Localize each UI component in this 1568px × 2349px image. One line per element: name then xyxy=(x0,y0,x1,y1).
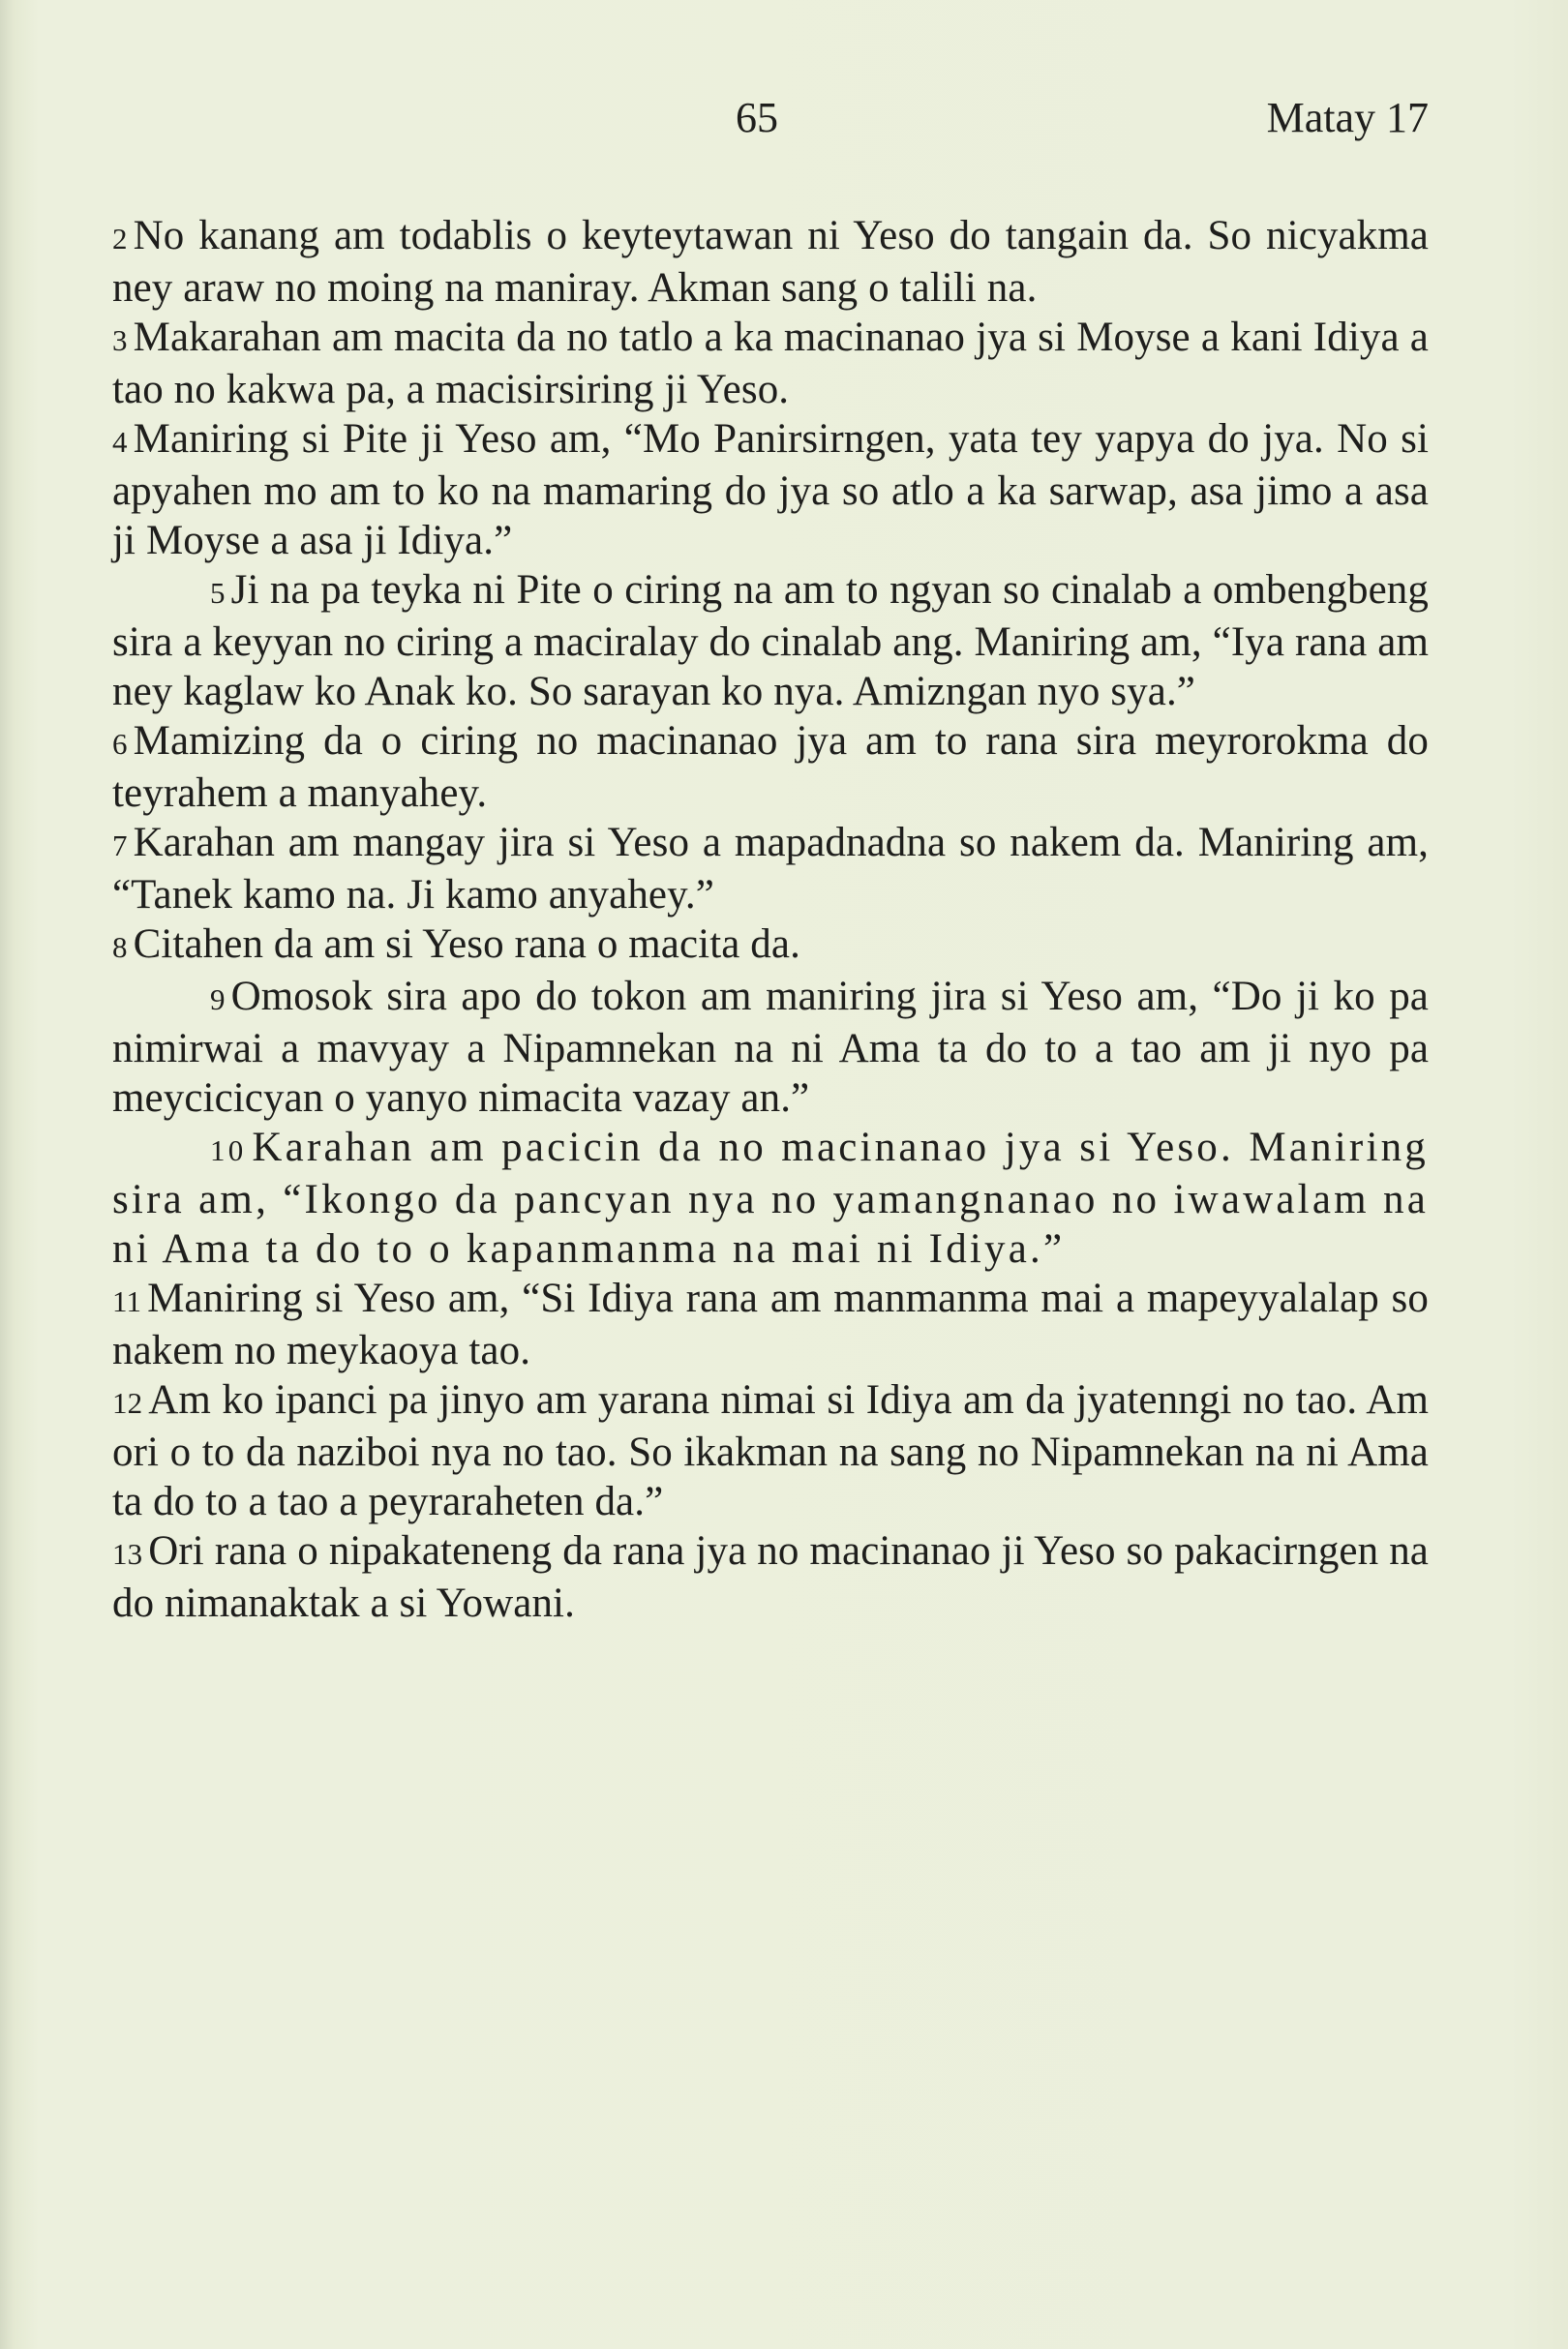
verse-number: 10 xyxy=(210,1133,247,1167)
verse-text: Karahan am mangay jira si Yeso a mapadnadna so nakem da. Maniring am, “Tanek kamo na. Ji kamo anyahey.” xyxy=(112,820,1429,918)
running-head: Matay 17 xyxy=(1266,94,1429,141)
verse-number: 13 xyxy=(112,1537,143,1571)
verse-12 xyxy=(112,1375,1429,1526)
verse-13 xyxy=(112,1526,1429,1628)
scripture-text xyxy=(112,211,1429,1628)
verse-6 xyxy=(112,716,1429,818)
verse-text: Mamizing da o ciring no macinanao jya am to rana sira meyrorokma do teyrahem a manyahey. xyxy=(112,718,1429,816)
verse-number: 6 xyxy=(112,727,128,761)
verse-text: Karahan am pacicin da no macinanao jya si Yeso. Maniring sira am, “Ikongo da pancyan nya no yamangnanao no iwawalam na ni Ama ta do to o kapanmanma na mai ni Idiya.” xyxy=(112,1125,1429,1272)
verse-3 xyxy=(112,313,1429,414)
verse-text: Ori rana o nipakateneng da rana jya no macinanao ji Yeso so pakacirngen na do nimanaktak a si Yowani. xyxy=(112,1528,1429,1626)
verse-text: Ji na pa teyka ni Pite o ciring na am to ngyan so cinalab a ombengbeng sira a keyyan no ciring a maciralay do cinalab ang. Maniring am, “Iya rana am ney kaglaw ko Anak ko. So sarayan ko nya. Amizngan nyo sya.” xyxy=(112,567,1429,714)
verse-number: 8 xyxy=(112,930,128,964)
verse-number: 7 xyxy=(112,828,128,862)
verse-number: 12 xyxy=(112,1386,143,1420)
verse-number: 3 xyxy=(112,323,128,357)
verse-2 xyxy=(112,211,1429,313)
verse-number: 4 xyxy=(112,425,128,459)
page-header xyxy=(0,89,1568,147)
verse-number: 5 xyxy=(210,576,226,610)
verse-4 xyxy=(112,414,1429,565)
verse-text: Citahen da am si Yeso rana o macita da. xyxy=(133,921,800,967)
verse-number: 9 xyxy=(210,982,226,1016)
verse-text: Makarahan am macita da no tatlo a ka macinanao jya si Moyse a kani Idiya a tao no kakwa pa, a macisirsiring ji Yeso. xyxy=(112,315,1429,412)
verse-text: Omosok sira apo do tokon am maniring jira si Yeso am, “Do ji ko pa nimirwai a mavyay a Nipamnekan na ni Ama ta do to a tao am ji nyo pa meycicicyan o yanyo nimacita vazay an.” xyxy=(112,974,1429,1121)
verse-5 xyxy=(112,565,1429,716)
verse-text: No kanang am todablis o keyteytawan ni Yeso do tangain da. So nicyakma ney araw no moing na maniray. Akman sang o talili na. xyxy=(112,213,1429,311)
verse-number: 11 xyxy=(112,1284,142,1318)
verse-11 xyxy=(112,1274,1429,1375)
page-number: 65 xyxy=(736,94,778,141)
verse-number: 2 xyxy=(112,222,128,256)
verse-7 xyxy=(112,818,1429,919)
verse-text: Maniring si Yeso am, “Si Idiya rana am manmanma mai a mapeyyalalap so nakem no meykaoya tao. xyxy=(112,1276,1429,1373)
verse-8 xyxy=(112,919,1429,972)
verse-10 xyxy=(112,1123,1429,1274)
verse-text: Maniring si Pite ji Yeso am, “Mo Panirsirngen, yata tey yapya do jya. No si apyahen mo am to ko na mamaring do jya so atlo a ka sarwap, asa jimo a asa ji Moyse a asa ji Idiya.” xyxy=(112,416,1429,563)
verse-9 xyxy=(112,972,1429,1123)
verse-text: Am ko ipanci pa jinyo am yarana nimai si Idiya am da jyatenngi no tao. Am ori o to da naziboi nya no tao. So ikakman na sang no Nipamnekan na ni Ama ta do to a tao a peyraraheten da.” xyxy=(112,1377,1429,1524)
